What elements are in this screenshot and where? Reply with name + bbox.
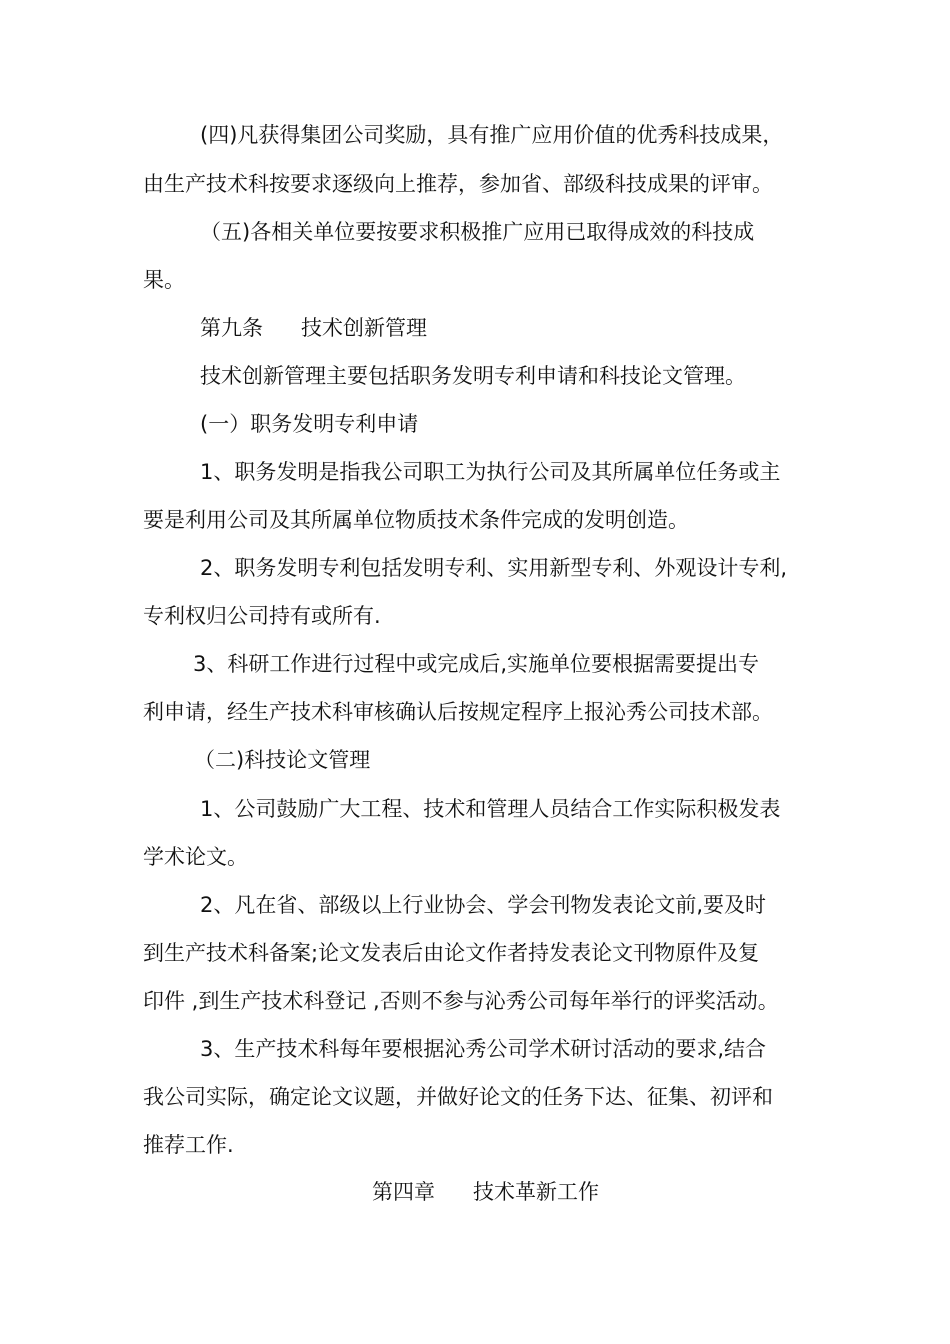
paragraph-line: 学术论文。 [143,845,248,869]
paragraph-line: 1、公司鼓励广大工程、技术和管理人员结合工作实际积极发表 [200,797,781,821]
paragraph-line: 由生产技术科按要求逐级向上推荐，参加省、部级科技成果的评审。 [143,172,773,196]
chapter-title: 技术革新工作 [473,1180,599,1204]
chapter-label: 第四章 [372,1180,435,1204]
paragraph-line: 3、生产技术科每年要根据沁秀公司学术研讨活动的要求,结合 [200,1037,767,1061]
paragraph-line: 专利权归公司持有或所有. [143,604,381,628]
section-heading: (一）职务发明专利申请 [200,412,419,436]
paragraph-line: 果。 [143,268,185,292]
article-heading [200,314,427,342]
article-title: 技术创新管理 [301,316,427,340]
paragraph-line: 要是利用公司及其所属单位物质技术条件完成的发明创造。 [143,508,689,532]
paragraph-line: 推荐工作. [143,1133,234,1157]
chapter-heading [372,1178,599,1206]
paragraph-line: (四)凡获得集团公司奖励，具有推广应用价值的优秀科技成果， [200,123,784,147]
paragraph-line: 我公司实际，确定论文议题，并做好论文的任务下达、征集、初评和 [143,1085,773,1109]
paragraph-line: 2、凡在省、部级以上行业协会、学会刊物发表论文前,要及时 [200,893,767,917]
article-label: 第九条 [200,316,263,340]
paragraph-line: 3、科研工作进行过程中或完成后,实施单位要根据需要提出专 [193,652,760,676]
paragraph-line: 1、职务发明是指我公司职工为执行公司及其所属单位任务或主 [200,460,781,484]
paragraph-line: 技术创新管理主要包括职务发明专利申请和科技论文管理。 [200,364,746,388]
section-heading: （二)科技论文管理 [194,748,371,772]
paragraph-line: 2、职务发明专利包括发明专利、实用新型专利、外观设计专利, [200,556,788,580]
paragraph-line: （五)各相关单位要按要求积极推广应用已取得成效的科技成 [200,220,755,244]
paragraph-line: 印件 ,到生产技术科登记 ,否则不参与沁秀公司每年举行的评奖活动。 [143,989,779,1013]
paragraph-line: 到生产技术科备案;论文发表后由论文作者持发表论文刊物原件及复 [143,941,760,965]
paragraph-line: 利申请，经生产技术科审核确认后按规定程序上报沁秀公司技术部。 [143,700,773,724]
